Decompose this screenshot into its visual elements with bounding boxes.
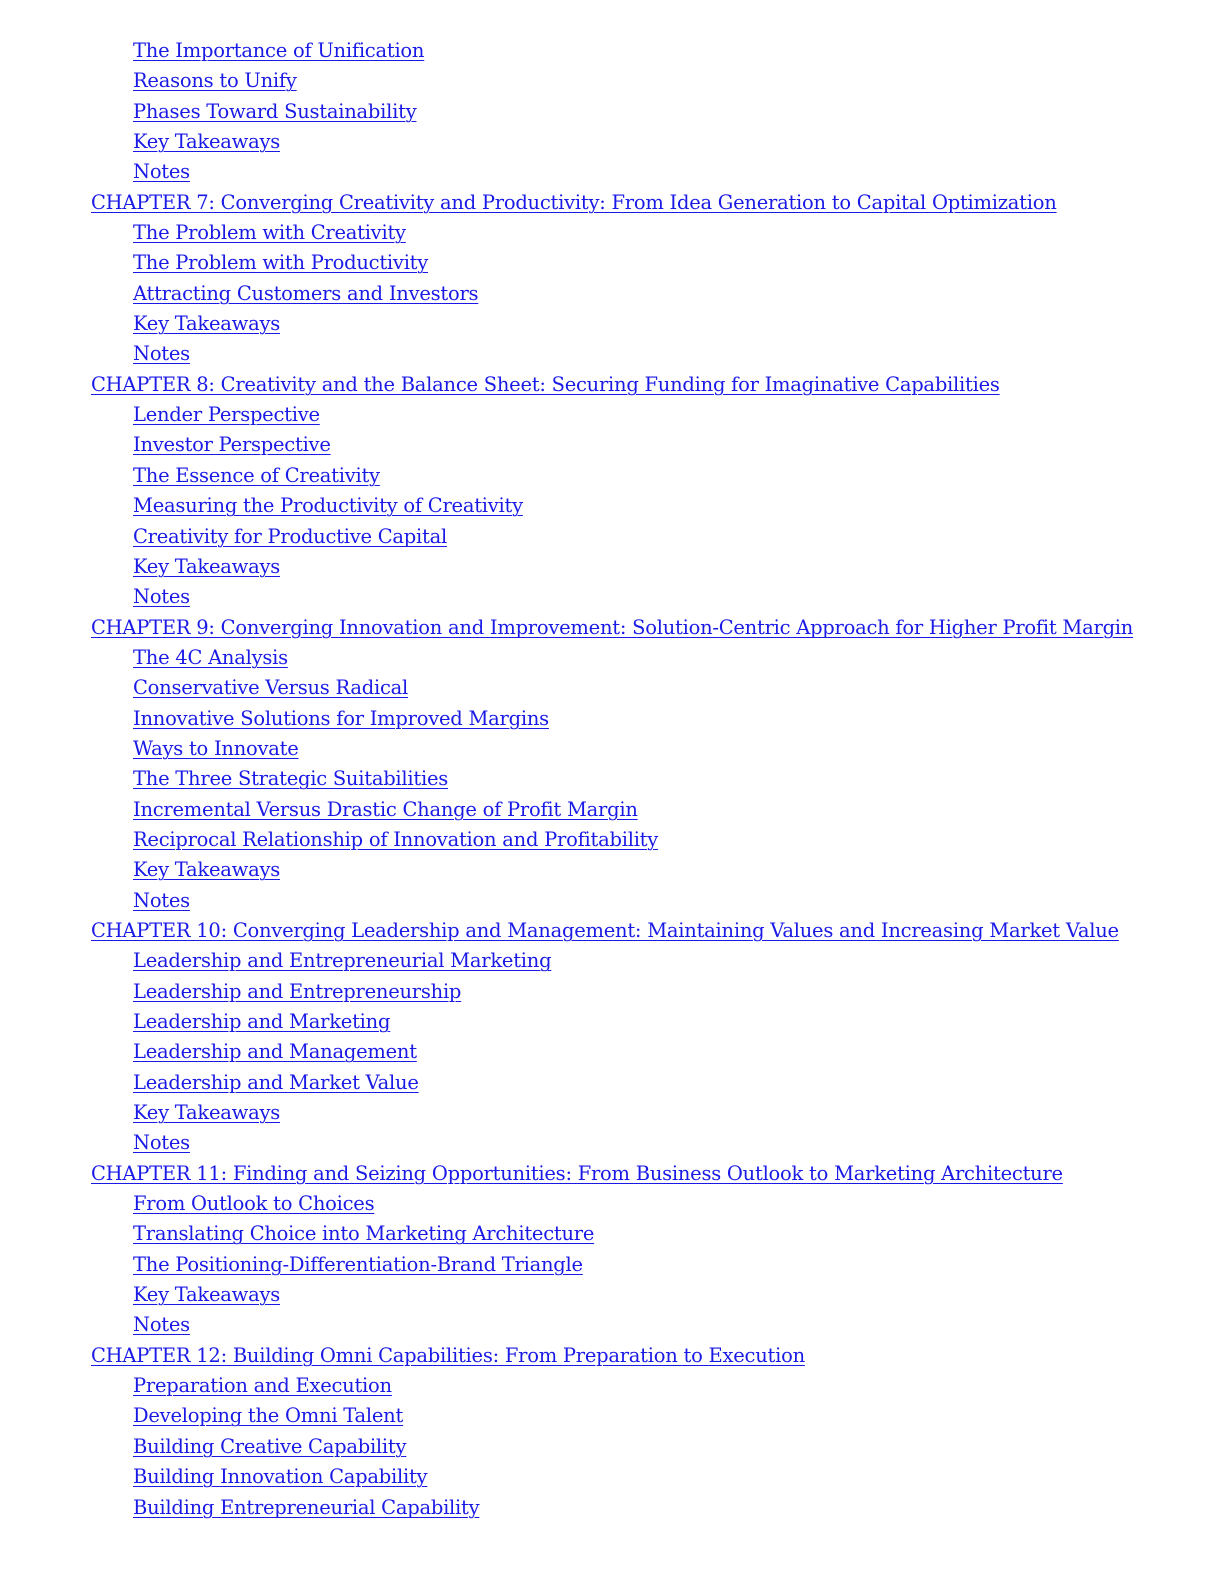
section-link[interactable]: Key Takeaways (133, 858, 280, 882)
toc-section-entry (0, 1493, 1224, 1523)
section-link[interactable]: Leadership and Management (133, 1040, 417, 1064)
toc-section-entry (0, 1068, 1224, 1098)
section-link[interactable]: From Outlook to Choices (133, 1192, 375, 1216)
toc-section-entry (0, 1310, 1224, 1340)
section-link[interactable]: The Problem with Productivity (133, 251, 429, 275)
toc-section-entry (0, 1401, 1224, 1431)
section-link[interactable]: Reasons to Unify (133, 69, 297, 93)
section-link[interactable]: Conservative Versus Radical (133, 676, 408, 700)
toc-section-entry (0, 36, 1224, 66)
toc-section-entry (0, 977, 1224, 1007)
toc-chapter-entry (0, 1159, 1224, 1189)
toc-section-entry (0, 279, 1224, 309)
toc-section-entry (0, 127, 1224, 157)
section-link[interactable]: Key Takeaways (133, 554, 280, 578)
section-link[interactable]: Notes (133, 1313, 190, 1337)
section-link[interactable]: Lender Perspective (133, 403, 320, 427)
toc-chapter-entry (0, 370, 1224, 400)
toc-section-entry (0, 582, 1224, 612)
table-of-contents (0, 36, 1224, 1523)
chapter-link[interactable]: CHAPTER 11: Finding and Seizing Opportunities: From Business Outlook to Marketing Architecture (91, 1161, 1063, 1185)
section-link[interactable]: Reciprocal Relationship of Innovation and Profitability (133, 827, 659, 851)
toc-section-entry (0, 1098, 1224, 1128)
toc-section-entry (0, 855, 1224, 885)
section-link[interactable]: Attracting Customers and Investors (133, 281, 479, 305)
section-link[interactable]: Notes (133, 888, 190, 912)
toc-section-entry (0, 946, 1224, 976)
toc-section-entry (0, 673, 1224, 703)
section-link[interactable]: Notes (133, 342, 190, 366)
section-link[interactable]: Translating Choice into Marketing Architecture (133, 1222, 595, 1246)
toc-section-entry (0, 1280, 1224, 1310)
toc-section-entry (0, 825, 1224, 855)
toc-chapter-entry (0, 1341, 1224, 1371)
toc-section-entry (0, 643, 1224, 673)
toc-chapter-entry (0, 613, 1224, 643)
section-link[interactable]: Leadership and Entrepreneurial Marketing (133, 949, 552, 973)
section-link[interactable]: Key Takeaways (133, 312, 280, 336)
section-link[interactable]: Key Takeaways (133, 130, 280, 154)
section-link[interactable]: Notes (133, 1131, 190, 1155)
section-link[interactable]: The Three Strategic Suitabilities (133, 767, 449, 791)
toc-section-entry (0, 1371, 1224, 1401)
section-link[interactable]: Key Takeaways (133, 1283, 280, 1307)
toc-section-entry (0, 66, 1224, 96)
toc-section-entry (0, 704, 1224, 734)
toc-section-entry (0, 97, 1224, 127)
toc-section-entry (0, 1462, 1224, 1492)
section-link[interactable]: Building Innovation Capability (133, 1465, 428, 1489)
section-link[interactable]: The Positioning-Differentiation-Brand Triangle (133, 1252, 583, 1276)
toc-section-entry (0, 430, 1224, 460)
toc-section-entry (0, 309, 1224, 339)
toc-section-entry (0, 764, 1224, 794)
toc-section-entry (0, 522, 1224, 552)
section-link[interactable]: Innovative Solutions for Improved Margins (133, 706, 549, 730)
toc-section-entry (0, 552, 1224, 582)
toc-section-entry (0, 248, 1224, 278)
section-link[interactable]: Incremental Versus Drastic Change of Profit Margin (133, 797, 638, 821)
section-link[interactable]: Developing the Omni Talent (133, 1404, 404, 1428)
section-link[interactable]: The Essence of Creativity (133, 463, 380, 487)
toc-section-entry (0, 218, 1224, 248)
toc-section-entry (0, 339, 1224, 369)
section-link[interactable]: The Importance of Unification (133, 39, 425, 62)
toc-section-entry (0, 1250, 1224, 1280)
section-link[interactable]: Leadership and Marketing (133, 1010, 391, 1033)
toc-section-entry (0, 157, 1224, 187)
toc-section-entry (0, 734, 1224, 764)
toc-section-entry (0, 795, 1224, 825)
toc-section-entry (0, 1432, 1224, 1462)
toc-section-entry (0, 1037, 1224, 1067)
toc-section-entry (0, 400, 1224, 430)
toc-section-entry (0, 1128, 1224, 1158)
toc-section-entry (0, 491, 1224, 521)
section-link[interactable]: Notes (133, 585, 190, 609)
section-link[interactable]: Ways to Innovate (133, 736, 299, 760)
section-link[interactable]: Investor Perspective (133, 433, 331, 457)
toc-section-entry (0, 1007, 1224, 1037)
section-link[interactable]: Building Creative Capability (133, 1434, 407, 1458)
section-link[interactable]: Measuring the Productivity of Creativity (133, 494, 523, 518)
section-link[interactable]: Leadership and Market Value (133, 1070, 419, 1094)
toc-chapter-entry (0, 188, 1224, 218)
chapter-link[interactable]: CHAPTER 7: Converging Creativity and Productivity: From Idea Generation to Capital Optimization (91, 190, 1057, 214)
chapter-link[interactable]: CHAPTER 8: Creativity and the Balance Sheet: Securing Funding for Imaginative Capabilities (91, 372, 1000, 396)
section-link[interactable]: The 4C Analysis (133, 645, 288, 669)
section-link[interactable]: Building Entrepreneurial Capability (133, 1495, 480, 1519)
section-link[interactable]: Leadership and Entrepreneurship (133, 979, 462, 1003)
chapter-link[interactable]: CHAPTER 9: Converging Innovation and Improvement: Solution-Centric Approach for Higher Profit Margin (91, 615, 1134, 639)
section-link[interactable]: Creativity for Productive Capital (133, 524, 447, 548)
toc-section-entry (0, 1189, 1224, 1219)
toc-chapter-entry (0, 916, 1224, 946)
section-link[interactable]: Key Takeaways (133, 1101, 280, 1125)
toc-section-entry (0, 1219, 1224, 1249)
toc-section-entry (0, 886, 1224, 916)
chapter-link[interactable]: CHAPTER 12: Building Omni Capabilities: From Preparation to Execution (91, 1343, 805, 1367)
section-link[interactable]: Notes (133, 160, 190, 184)
section-link[interactable]: Preparation and Execution (133, 1374, 392, 1398)
section-link[interactable]: The Problem with Creativity (133, 221, 406, 245)
toc-section-entry (0, 461, 1224, 491)
chapter-link[interactable]: CHAPTER 10: Converging Leadership and Management: Maintaining Values and Increasing Market Value (91, 918, 1119, 942)
section-link[interactable]: Phases Toward Sustainability (133, 99, 417, 123)
